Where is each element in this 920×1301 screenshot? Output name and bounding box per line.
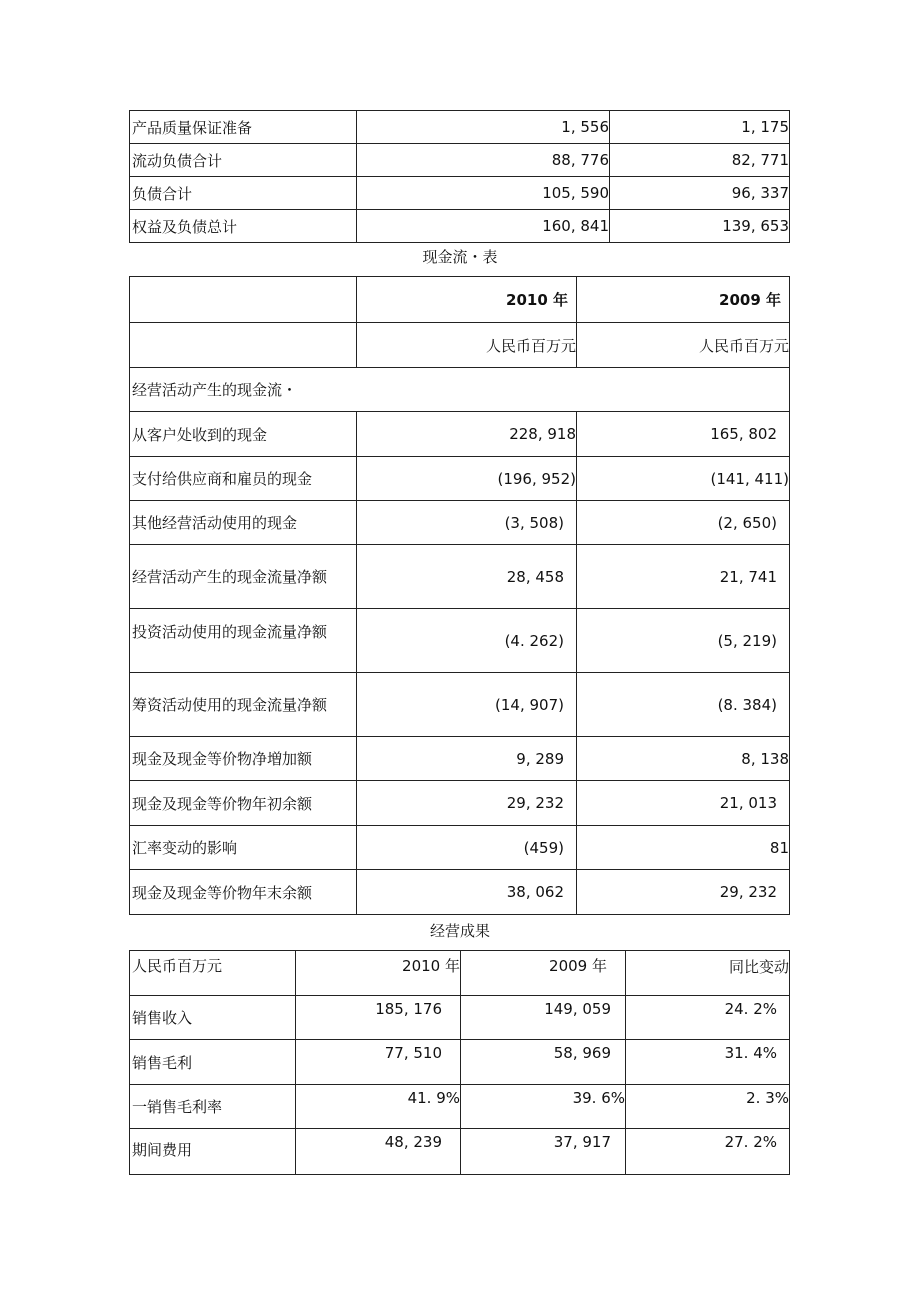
value-2009: (5, 219) (577, 609, 790, 673)
cash-flow-table (129, 276, 790, 915)
header-row (130, 951, 790, 996)
row-label: 流动负债合计 (130, 144, 357, 177)
value-2009: 39. 6% (461, 1085, 626, 1129)
header-row (130, 277, 790, 323)
row-label: 支付给供应商和雇员的现金 (130, 457, 357, 501)
unit-2009: 人民币百万元 (577, 323, 790, 368)
table-row (130, 826, 790, 870)
value-2010: 41. 9% (296, 1085, 461, 1129)
value-2010: 105, 590 (357, 177, 610, 210)
table-row (130, 870, 790, 915)
row-label: 一销售毛利率 (130, 1085, 296, 1129)
table-row (130, 545, 790, 609)
value-2010: (4. 262) (357, 609, 577, 673)
table-row (130, 673, 790, 737)
table-row (130, 144, 790, 177)
unit-row (130, 323, 790, 368)
row-label: 负债合计 (130, 177, 357, 210)
value-change: 24. 2% (626, 996, 790, 1040)
value-2009: 21, 741 (577, 545, 790, 609)
unit-blank (130, 323, 357, 368)
header-change: 同比变动 (626, 951, 790, 996)
row-label: 经营活动产生的现金流量净额 (130, 545, 357, 609)
value-2009: 37, 917 (461, 1129, 626, 1175)
value-2010: 48, 239 (296, 1129, 461, 1175)
value-2009: 149, 059 (461, 996, 626, 1040)
value-2010: (459) (357, 826, 577, 870)
row-label: 权益及负债总计 (130, 210, 357, 243)
table-row (130, 210, 790, 243)
row-label: 从客户处收到的现金 (130, 412, 357, 457)
value-2009: 165, 802 (577, 412, 790, 457)
value-2010: 29, 232 (357, 781, 577, 826)
table-row (130, 412, 790, 457)
table-row (130, 781, 790, 826)
value-2010: 88, 776 (357, 144, 610, 177)
table-row (130, 1040, 790, 1085)
value-2010: (196, 952) (357, 457, 577, 501)
row-label: 现金及现金等价物年初余额 (130, 781, 357, 826)
value-2010: 77, 510 (296, 1040, 461, 1085)
table-row (130, 996, 790, 1040)
value-2009: 139, 653 (610, 210, 790, 243)
row-label: 投资活动使用的现金流量净额 (130, 609, 357, 673)
value-2010: 228, 918 (357, 412, 577, 457)
value-2009: 81 (577, 826, 790, 870)
value-2010: 160, 841 (357, 210, 610, 243)
header-unit: 人民币百万元 (130, 951, 296, 996)
value-2010: 185, 176 (296, 996, 461, 1040)
value-change: 31. 4% (626, 1040, 790, 1085)
value-2009: 21, 013 (577, 781, 790, 826)
value-2010: 28, 458 (357, 545, 577, 609)
value-2009: 1, 175 (610, 111, 790, 144)
table-row (130, 501, 790, 545)
row-label: 汇率变动的影响 (130, 826, 357, 870)
operating-results-title: 经营成果 (429, 922, 490, 940)
table-row (130, 737, 790, 781)
row-label: 其他经营活动使用的现金 (130, 501, 357, 545)
header-2009: 2009 年 (577, 277, 790, 323)
table-row (130, 457, 790, 501)
value-2010: 38, 062 (357, 870, 577, 915)
balance-sheet-table (129, 110, 790, 243)
section-label: 经营活动产生的现金流・ (130, 368, 790, 412)
value-change: 2. 3% (626, 1085, 790, 1129)
value-2009: 8, 138 (577, 737, 790, 781)
header-2010: 2010 年 (296, 951, 461, 996)
cash-flow-title: 现金流・表 (422, 248, 498, 266)
row-label: 产品质量保证准备 (130, 111, 357, 144)
unit-2010: 人民币百万元 (357, 323, 577, 368)
row-label: 现金及现金等价物年末余额 (130, 870, 357, 915)
table-row (130, 1085, 790, 1129)
row-label: 销售毛利 (130, 1040, 296, 1085)
table-row (130, 609, 790, 673)
header-blank (130, 277, 357, 323)
value-2010: 1, 556 (357, 111, 610, 144)
section-row (130, 368, 790, 412)
value-2010: (14, 907) (357, 673, 577, 737)
row-label: 期间费用 (130, 1129, 296, 1175)
header-2010: 2010 年 (357, 277, 577, 323)
value-2009: 82, 771 (610, 144, 790, 177)
operating-results-table (129, 950, 790, 1175)
value-2009: (2, 650) (577, 501, 790, 545)
value-2009: (8. 384) (577, 673, 790, 737)
row-label: 筹资活动使用的现金流量净额 (130, 673, 357, 737)
row-label: 销售收入 (130, 996, 296, 1040)
value-2009: (141, 411) (577, 457, 790, 501)
table-row (130, 1129, 790, 1175)
value-2010: 9, 289 (357, 737, 577, 781)
table-row (130, 111, 790, 144)
row-label: 现金及现金等价物净増加额 (130, 737, 357, 781)
value-2009: 96, 337 (610, 177, 790, 210)
value-2009: 58, 969 (461, 1040, 626, 1085)
header-2009: 2009 年 (461, 951, 626, 996)
value-change: 27. 2% (626, 1129, 790, 1175)
table-row (130, 177, 790, 210)
value-2009: 29, 232 (577, 870, 790, 915)
value-2010: (3, 508) (357, 501, 577, 545)
